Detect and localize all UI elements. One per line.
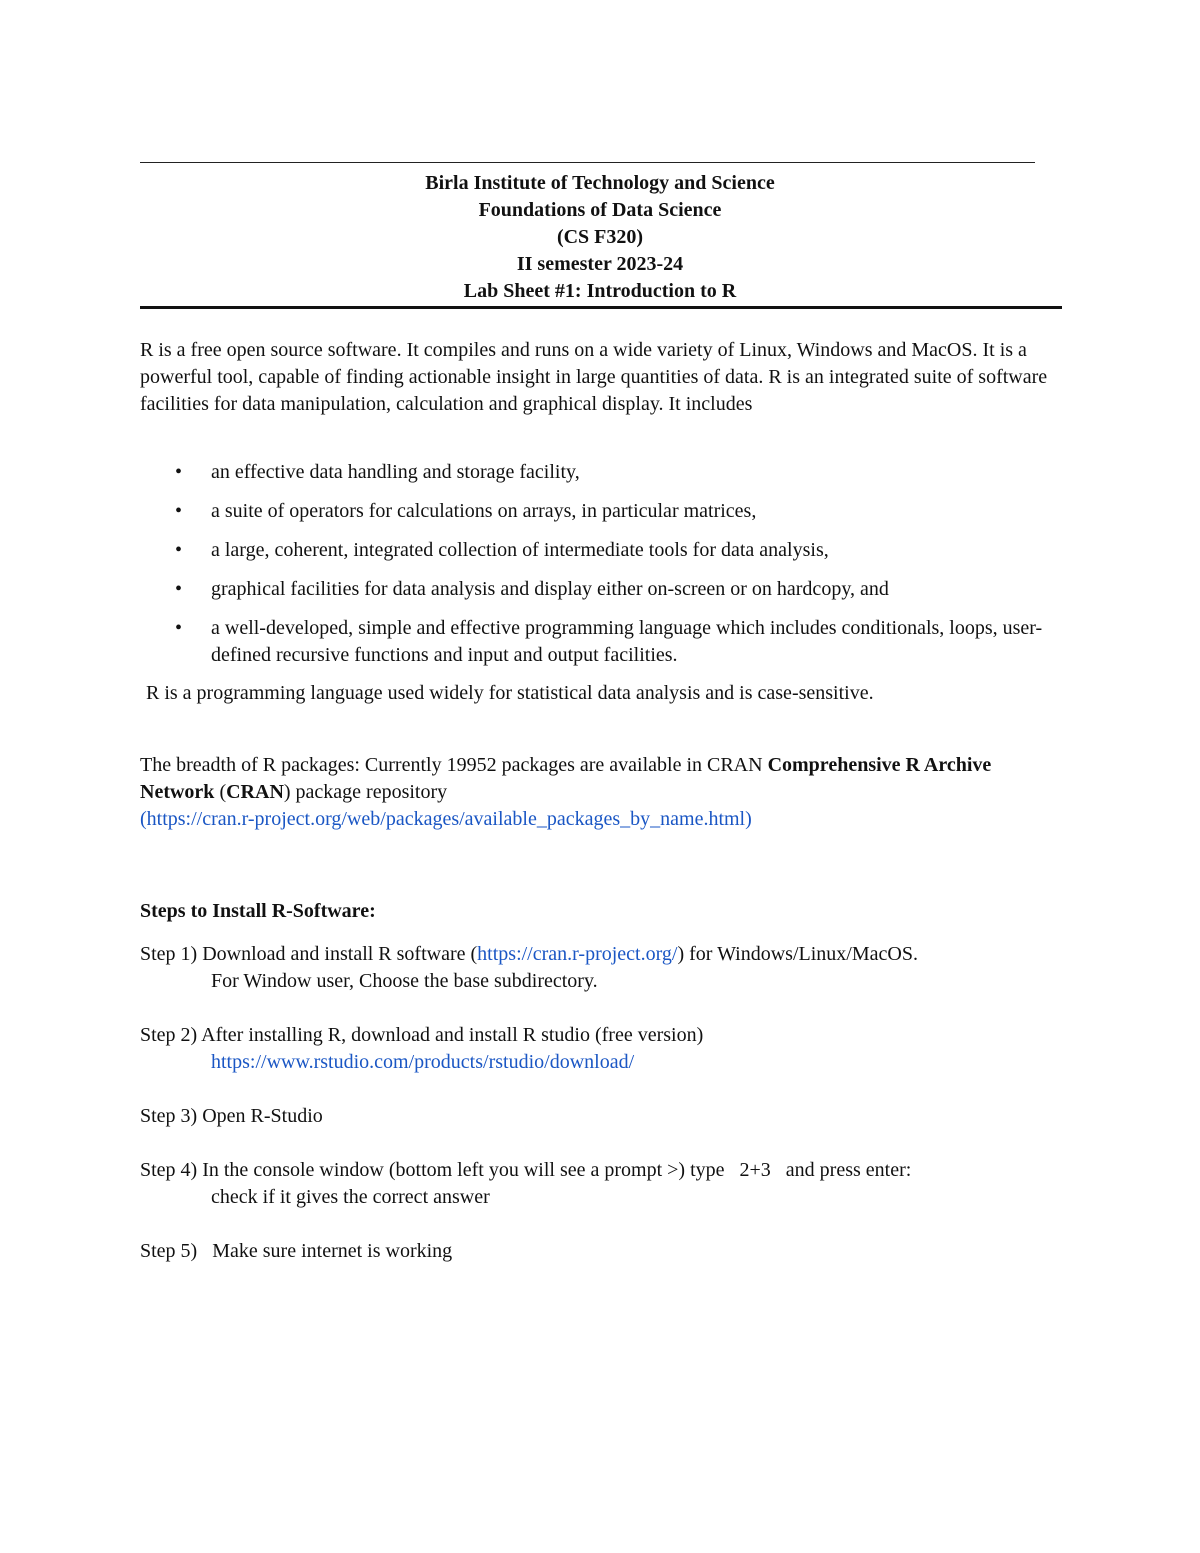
bullet-icon: • (175, 461, 183, 483)
step-3-label: Step 3) (140, 1105, 203, 1127)
list-item (140, 498, 1065, 525)
list-item-text: a well-developed, simple and effective programming language which includes conditionals, loops, user-defined recursive functions and input and output facilities. (211, 617, 1043, 666)
packages-paragraph (140, 752, 1065, 833)
step-5 (140, 1238, 1070, 1265)
bullet-icon: • (175, 617, 183, 639)
bullet-icon: • (175, 578, 183, 600)
step-3-text: Open R-Studio (202, 1105, 323, 1127)
step-1-text: Download and install R software ( (202, 943, 478, 965)
steps-heading: Steps to Install R-Software: (140, 900, 376, 922)
header-bottom-rule (140, 306, 1062, 309)
list-item (140, 615, 1065, 669)
cran-link[interactable]: https://cran.r-project.org/ (477, 943, 678, 965)
step-3 (140, 1103, 1070, 1130)
step-2-text: After installing R, download and install R studio (free version) (201, 1024, 704, 1046)
step-2-label: Step 2) (140, 1024, 202, 1046)
step-1 (140, 941, 1070, 995)
step-4-text: In the console window (bottom left you will see a prompt >) type 2+3 and press enter: (202, 1159, 912, 1181)
step-1-text-after: ) for Windows/Linux/MacOS. (677, 943, 918, 965)
top-rule (140, 162, 1035, 163)
course-title: Foundations of Data Science (478, 199, 722, 221)
step-2 (140, 1022, 1070, 1076)
lab-title: Lab Sheet #1: Introduction to R (463, 280, 737, 302)
packages-text-after: ) package repository (283, 781, 448, 803)
semester: II semester 2023-24 (516, 253, 684, 275)
cran-abbr: CRAN (226, 781, 284, 803)
cran-packages-link[interactable]: (https://cran.r-project.org/web/packages/available_packages_by_name.html) (140, 808, 752, 830)
step-4-continuation: check if it gives the correct answer (211, 1186, 490, 1208)
bullet-icon: • (175, 500, 183, 522)
feature-list (140, 459, 1065, 681)
step-4-label: Step 4) (140, 1159, 203, 1181)
cran-full-name: Comprehensive R Archive Network (140, 754, 992, 803)
list-item-text: an effective data handling and storage facility, (211, 461, 580, 483)
list-item (140, 537, 1065, 564)
list-item-text: a large, coherent, integrated collection of intermediate tools for data analysis, (211, 539, 829, 561)
list-item (140, 576, 1065, 603)
intro-paragraph: R is a free open source software. It compiles and runs on a wide variety of Linux, Windows and MacOS. It is a powerful tool, capable of finding actionable insight in large quantities of data. R is an integrated suite of software facilities for data manipulation, calculation and graphical display. It includes (140, 339, 1048, 415)
list-item (140, 459, 1065, 486)
step-1-continuation: For Window user, Choose the base subdirectory. (211, 970, 598, 992)
course-code: (CS F320) (556, 226, 644, 248)
paren-open: ( (214, 781, 227, 803)
list-item-text: a suite of operators for calculations on arrays, in particular matrices, (211, 500, 757, 522)
rstudio-download-link[interactable]: https://www.rstudio.com/products/rstudio/download/ (211, 1051, 635, 1073)
institute-name: Birla Institute of Technology and Science (425, 172, 775, 194)
step-5-label: Step 5) (140, 1240, 213, 1262)
packages-text: The breadth of R packages: Currently 19952 packages are available in CRAN (140, 754, 768, 776)
bullet-icon: • (175, 539, 183, 561)
document-header (140, 170, 1060, 305)
list-item-text: graphical facilities for data analysis and display either on-screen or on hardcopy, and (211, 578, 889, 600)
step-4 (140, 1157, 1070, 1211)
case-sensitive-paragraph: R is a programming language used widely for statistical data analysis and is case-sensitive. (146, 682, 874, 704)
step-5-text: Make sure internet is working (212, 1240, 453, 1262)
step-1-label: Step 1) (140, 943, 203, 965)
